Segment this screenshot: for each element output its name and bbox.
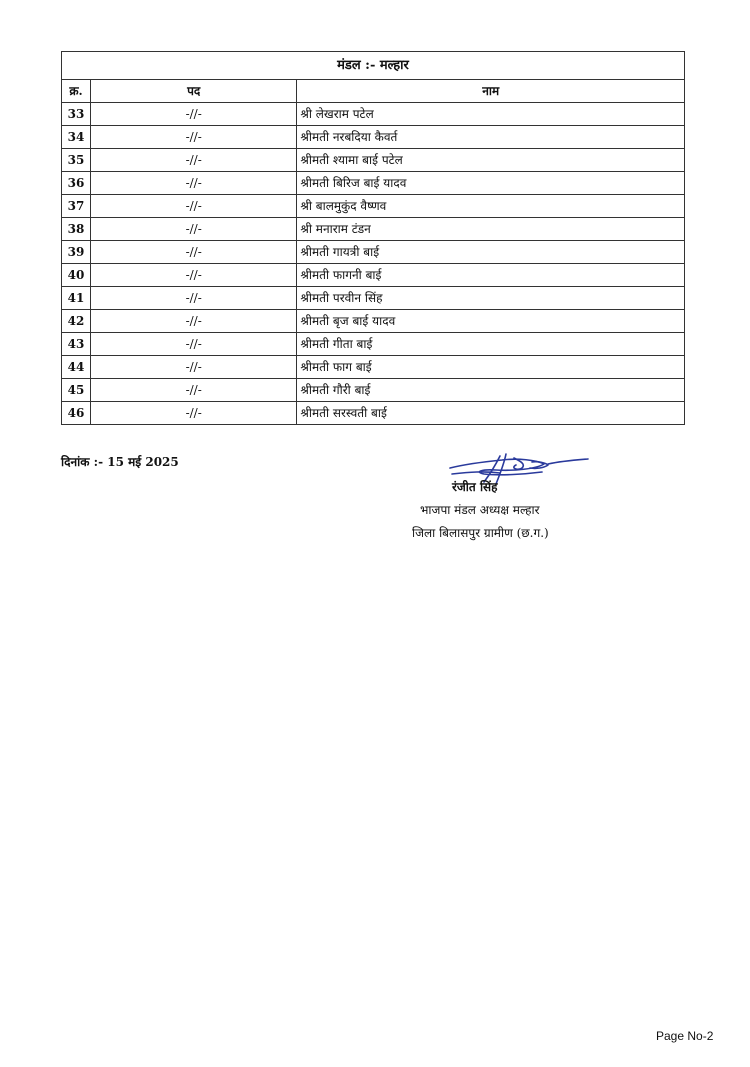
serial-number-cell: 46 — [62, 402, 91, 425]
table-title-row — [62, 52, 685, 80]
header-post: पद — [91, 80, 297, 103]
signatory-name: रंजीत सिंह — [452, 480, 498, 494]
post-cell: -//- — [91, 333, 297, 356]
member-name-cell: श्रीमती नरबदिया कैवर्त — [297, 126, 685, 149]
member-name-cell: श्रीमती सरस्वती बाई — [297, 402, 685, 425]
signatory-district: जिला बिलासपुर ग्रामीण (छ.ग.) — [412, 526, 549, 540]
serial-number-cell: 37 — [62, 195, 91, 218]
member-name-cell: श्रीमती बिरिज बाई यादव — [297, 172, 685, 195]
member-name-cell: श्रीमती फागनी बाई — [297, 264, 685, 287]
member-name-cell: श्री लेखराम पटेल — [297, 103, 685, 126]
table-row — [62, 287, 685, 310]
member-name-cell: श्रीमती परवीन सिंह — [297, 287, 685, 310]
table-row — [62, 241, 685, 264]
member-name-cell: श्रीमती गौरी बाई — [297, 379, 685, 402]
table-row — [62, 333, 685, 356]
member-name-cell: श्री मनाराम टंडन — [297, 218, 685, 241]
post-cell: -//- — [91, 264, 297, 287]
table-row — [62, 195, 685, 218]
table-header-row — [62, 80, 685, 103]
table-row — [62, 264, 685, 287]
post-cell: -//- — [91, 218, 297, 241]
member-name-cell: श्रीमती श्यामा बाई पटेल — [297, 149, 685, 172]
post-cell: -//- — [91, 356, 297, 379]
table-row — [62, 379, 685, 402]
post-cell: -//- — [91, 310, 297, 333]
member-name-cell: श्रीमती गायत्री बाई — [297, 241, 685, 264]
serial-number-cell: 36 — [62, 172, 91, 195]
serial-number-cell: 42 — [62, 310, 91, 333]
table-row — [62, 310, 685, 333]
serial-number-cell: 44 — [62, 356, 91, 379]
page-number: Page No-2 — [656, 1029, 714, 1043]
mandal-title: मंडल :- मल्हार — [62, 52, 685, 80]
post-cell: -//- — [91, 287, 297, 310]
serial-number-cell: 38 — [62, 218, 91, 241]
serial-number-cell: 43 — [62, 333, 91, 356]
table-row — [62, 126, 685, 149]
post-cell: -//- — [91, 402, 297, 425]
post-cell: -//- — [91, 149, 297, 172]
member-name-cell: श्रीमती फाग बाई — [297, 356, 685, 379]
post-cell: -//- — [91, 241, 297, 264]
table-row — [62, 103, 685, 126]
table-row — [62, 356, 685, 379]
date-line: दिनांक :- 15 मई 2025 — [61, 455, 179, 469]
serial-number-cell: 40 — [62, 264, 91, 287]
serial-number-cell: 45 — [62, 379, 91, 402]
signatory-title: भाजपा मंडल अध्यक्ष मल्हार — [420, 503, 540, 517]
table-row — [62, 402, 685, 425]
member-name-cell: श्रीमती बृज बाई यादव — [297, 310, 685, 333]
header-serial-number: क्र. — [62, 80, 91, 103]
post-cell: -//- — [91, 195, 297, 218]
serial-number-cell: 41 — [62, 287, 91, 310]
table-row — [62, 172, 685, 195]
table-body — [62, 103, 685, 425]
member-name-cell: श्रीमती गीता बाई — [297, 333, 685, 356]
post-cell: -//- — [91, 379, 297, 402]
post-cell: -//- — [91, 172, 297, 195]
serial-number-cell: 34 — [62, 126, 91, 149]
serial-number-cell: 35 — [62, 149, 91, 172]
members-table — [61, 51, 685, 425]
table-row — [62, 149, 685, 172]
header-name: नाम — [297, 80, 685, 103]
serial-number-cell: 39 — [62, 241, 91, 264]
table-row — [62, 218, 685, 241]
serial-number-cell: 33 — [62, 103, 91, 126]
post-cell: -//- — [91, 126, 297, 149]
post-cell: -//- — [91, 103, 297, 126]
member-name-cell: श्री बालमुकुंद वैष्णव — [297, 195, 685, 218]
